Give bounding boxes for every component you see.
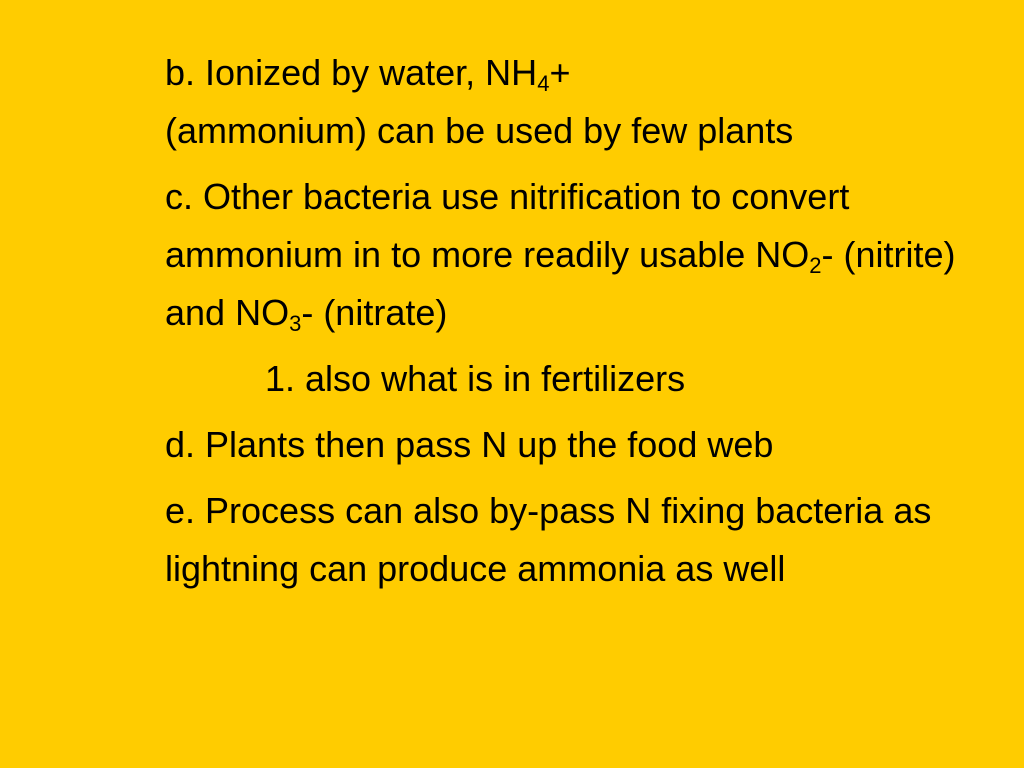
subscript: 3: [289, 311, 302, 336]
bullet-item-e: [165, 482, 985, 598]
bullet-text: b. Ionized by water, NH: [165, 52, 538, 93]
bullet-text: +: [549, 52, 571, 93]
bullet-text: c. Other bacteria use nitrification to convert ammonium in to more readily usable NO: [165, 176, 850, 275]
bullet-item-d: [165, 416, 985, 474]
bullet-text: - (nitrate): [301, 292, 448, 333]
bullet-text: 1. also what is in fertilizers: [265, 358, 686, 399]
subscript: 4: [537, 71, 550, 96]
bullet-text: (ammonium) can be used by few plants: [165, 110, 794, 151]
subscript: 2: [809, 253, 822, 278]
bullet-list: [165, 44, 985, 606]
bullet-item-c1: [165, 350, 985, 408]
bullet-item-b: [165, 44, 985, 160]
bullet-text: - (nitrite) and NO: [165, 234, 956, 333]
bullet-text: e. Process can also by-pass N fixing bacteria as lightning can produce ammonia as well: [165, 490, 932, 589]
bullet-item-c: [165, 168, 985, 342]
bullet-text: d. Plants then pass N up the food web: [165, 424, 774, 465]
